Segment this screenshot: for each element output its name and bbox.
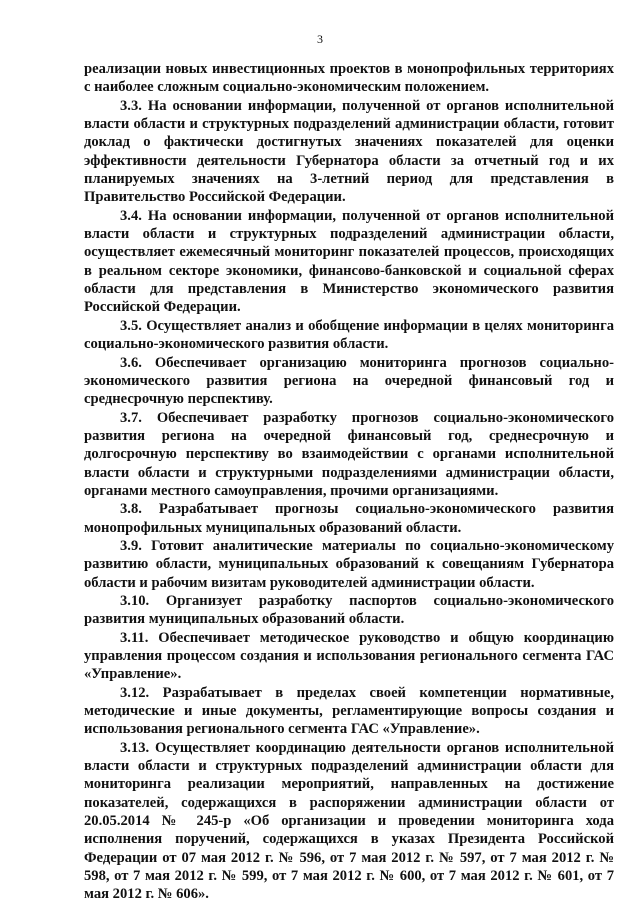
paragraph-3-10: 3.10. Организует разработку паспортов социально-экономического развития муниципальных образований области.: [84, 592, 614, 628]
paragraph-3-7: 3.7. Обеспечивает разработку прогнозов социально-экономического развития региона на очередной финансовый год, среднесрочную и долгосрочную перспективу во взаимодействии с органами исполнительной власти области и структурными подразделениями администрации области, органами местного самоуправления, прочими организациями.: [84, 409, 614, 499]
paragraph-3-13: 3.13. Осуществляет координацию деятельности органов исполнительной власти области и структурных подразделений администрации области для мониторинга реализации мероприятий, направленных на достижение показателей, содержащихся в распоряжении администрации области от 20.05.2014 № 245-р «Об организации и проведении мониторинга хода исполнения поручений, содержащихся в указах Президента Российской Федерации от 07 мая 2012 г. № 596, от 7 мая 2012 г. № 597, от 7 мая 2012 г. № 598, от 7 мая 2012 г. № 599, от 7 мая 2012 г. № 600, от 7 мая 2012 г. № 601, от 7 мая 2012 г. № 606».: [84, 739, 614, 903]
paragraph-3-8: 3.8. Разрабатывает прогнозы социально-экономического развития монопрофильных муниципальных образований области.: [84, 501, 614, 536]
page-number: 3: [317, 32, 323, 46]
paragraph-continuation: реализации новых инвестиционных проектов в монопрофильных территориях с наиболее сложным социально-экономическим положением.: [84, 61, 614, 96]
paragraph-3-5: 3.5. Осуществляет анализ и обобщение информации в целях мониторинга социально-экономического развития области.: [84, 317, 614, 353]
document-body: [84, 60, 614, 904]
paragraph-3-11: 3.11. Обеспечивает методическое руководство и общую координацию управления процессом создания и использования регионального сегмента ГАС «Управление».: [84, 629, 614, 683]
paragraph-3-6: 3.6. Обеспечивает организацию мониторинга прогнозов социально-экономического развития региона на очередной финансовый год и среднесрочную перспективу.: [84, 354, 614, 408]
paragraph-3-3: 3.3. На основании информации, полученной от органов исполнительной власти области и структурных подразделений администрации области, готовит доклад о фактически достигнутых значениях показателей для оценки эффективности деятельности Губернатора области за отчетный год и их планируемых значениях на 3-летний период для представления в Правительство Российской Федерации.: [84, 97, 614, 206]
paragraph-3-12: 3.12. Разрабатывает в пределах своей компетенции нормативные, методические и иные документы, регламентирующие вопросы создания и использования регионального сегмента ГАС «Управление».: [84, 684, 614, 738]
paragraph-3-4: 3.4. На основании информации, полученной от органов исполнительной власти области и структурных подразделений администрации области, осуществляет ежемесячный мониторинг показателей процессов, происходящих в реальном секторе экономики, финансово-банковской и социальной сферах области для представления в Министерство экономического развития Российской Федерации.: [84, 207, 614, 316]
paragraph-3-9: 3.9. Готовит аналитические материалы по социально-экономическому развитию области, муниципальных образований к совещаниям Губернатора области и рабочим визитам руководителей администрации области.: [84, 537, 614, 591]
